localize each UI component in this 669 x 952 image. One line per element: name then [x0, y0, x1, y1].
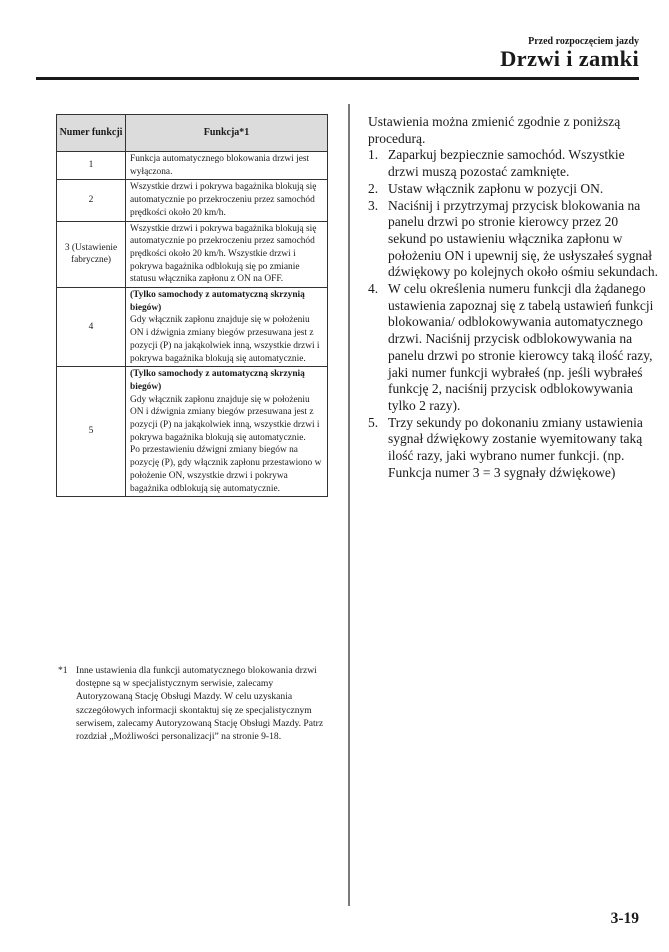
- step-text: Ustaw włącznik zapłonu w pozycji ON.: [388, 180, 604, 196]
- procedure-step: [368, 198, 658, 282]
- function-description: Wszystkie drzwi i pokrywa bagażnika blokują się automatycznie po przekroczeniu przez samochód prędkości około 20 km/h.: [126, 180, 328, 221]
- table-row: [57, 367, 328, 497]
- function-condition: (Tylko samochody z automatyczną skrzynią biegów): [130, 290, 305, 313]
- function-settings-table: [56, 114, 328, 497]
- table-footnote: [58, 664, 328, 743]
- header-rule: [36, 77, 639, 80]
- procedure-step: [368, 281, 658, 415]
- table-row: [57, 221, 328, 288]
- procedure-section: [368, 114, 658, 481]
- function-condition: (Tylko samochody z automatyczną skrzynią biegów): [130, 369, 305, 392]
- procedure-step: [368, 181, 658, 198]
- function-description-cell: [126, 288, 328, 367]
- step-number: 2.: [368, 180, 379, 196]
- function-description-cell: [126, 367, 328, 497]
- column-header-number: Numer funkcji: [57, 115, 126, 152]
- step-number: 3.: [368, 197, 379, 213]
- procedure-step: [368, 147, 658, 180]
- footnote-mark: *1: [58, 665, 68, 676]
- function-number: 1: [57, 152, 126, 180]
- function-number: 4: [57, 288, 126, 367]
- column-header-function: Funkcja*1: [126, 115, 328, 152]
- table-row: [57, 152, 328, 180]
- table-row: [57, 180, 328, 221]
- procedure-intro: Ustawienia można zmienić zgodnie z poniższą procedurą.: [368, 114, 621, 146]
- function-number: 2: [57, 180, 126, 221]
- step-text: Trzy sekundy po dokonaniu zmiany ustawienia sygnał dźwiękowy zostanie wyemitowany taką ilość razy, jaki wybrano numer funkcji. (np. Funkcja numer 3 = 3 sygnały dźwiękowe): [388, 414, 643, 480]
- step-number: 1.: [368, 147, 379, 163]
- function-number: 3 (Ustawienie fabryczne): [57, 221, 126, 288]
- function-description: Wszystkie drzwi i pokrywa bagażnika blokują się automatycznie po przekroczeniu przez samochód prędkości około 20 km/h. Wszystkie drzwi i pokrywa bagażnika odblokują się po zmianie statusu włącznika zapłonu z ON na OFF.: [126, 221, 328, 288]
- column-divider: [348, 104, 350, 906]
- page-title: Drzwi i zamki: [500, 46, 639, 71]
- procedure-steps: [368, 147, 658, 481]
- page-number: 3-19: [610, 910, 639, 927]
- table-row: [57, 288, 328, 367]
- step-number: 5.: [368, 414, 379, 430]
- footnote-text: Inne ustawienia dla funkcji automatycznego blokowania drzwi dostępne są w specjalistycznym serwisie, zalecamy Autoryzowaną Stację Obsługi Mazdy. W celu uzyskania szczegółowych informacji skontaktuj się ze specjalistycznym serwisem, zalecamy Autoryzowaną Stację Obsługi Mazdy. Patrz rozdział „Możliwości personalizacji” na stronie 9-18.: [76, 665, 324, 743]
- function-description: Funkcja automatycznego blokowania drzwi jest wyłączona.: [126, 152, 328, 180]
- step-text: W celu określenia numeru funkcji dla żądanego ustawienia zapoznaj się z tabelą ustawień funkcji blokowania/ odblokowywania automatycznego drzwi. Naciśnij przycisk odblokowywania na panelu drzwi po stronie kierowcy taką ilość razy, jaki numer funkcji wybrałeś (np. jeśli wybrałeś funkcję 2, naciśnij przycisk odblokowywania tylko 2 razy).: [388, 281, 654, 413]
- function-number: 5: [57, 367, 126, 497]
- step-text: Zaparkuj bezpiecznie samochód. Wszystkie drzwi muszą pozostać zamknięte.: [388, 147, 625, 180]
- function-description-extra: Po przestawieniu dźwigni zmiany biegów na pozycję (P), gdy włącznik zapłonu przestawiono w położenie ON, wszystkie drzwi i pokrywa bagażnika odblokują się automatycznie.: [130, 445, 322, 494]
- step-text: Naciśnij i przytrzymaj przycisk blokowania na panelu drzwi po stronie kierowcy przez 20 sekund po ustawieniu włącznika zapłonu w położeniu ON i upewnij się, że usłyszałeś sygnał dźwiękowy po kolejnych około ośmiu sekundach.: [388, 197, 658, 280]
- step-number: 4.: [368, 281, 379, 297]
- section-label: Przed rozpoczęciem jazdy: [528, 36, 639, 47]
- table-header-row: [57, 115, 328, 152]
- function-description: Gdy włącznik zapłonu znajduje się w położeniu ON i dźwignia zmiany biegów przesuwana jest z pozycji (P) na jakąkolwiek inną, wszystkie drzwi i pokrywa bagażnika blokują się automatycznie.: [130, 315, 320, 364]
- function-description: Gdy włącznik zapłonu znajduje się w położeniu ON i dźwignia zmiany biegów przesuwana jest z pozycji (P) na jakąkolwiek inną, wszystkie drzwi i pokrywa bagażnika blokują się automatycznie.: [130, 394, 320, 443]
- procedure-step: [368, 415, 658, 482]
